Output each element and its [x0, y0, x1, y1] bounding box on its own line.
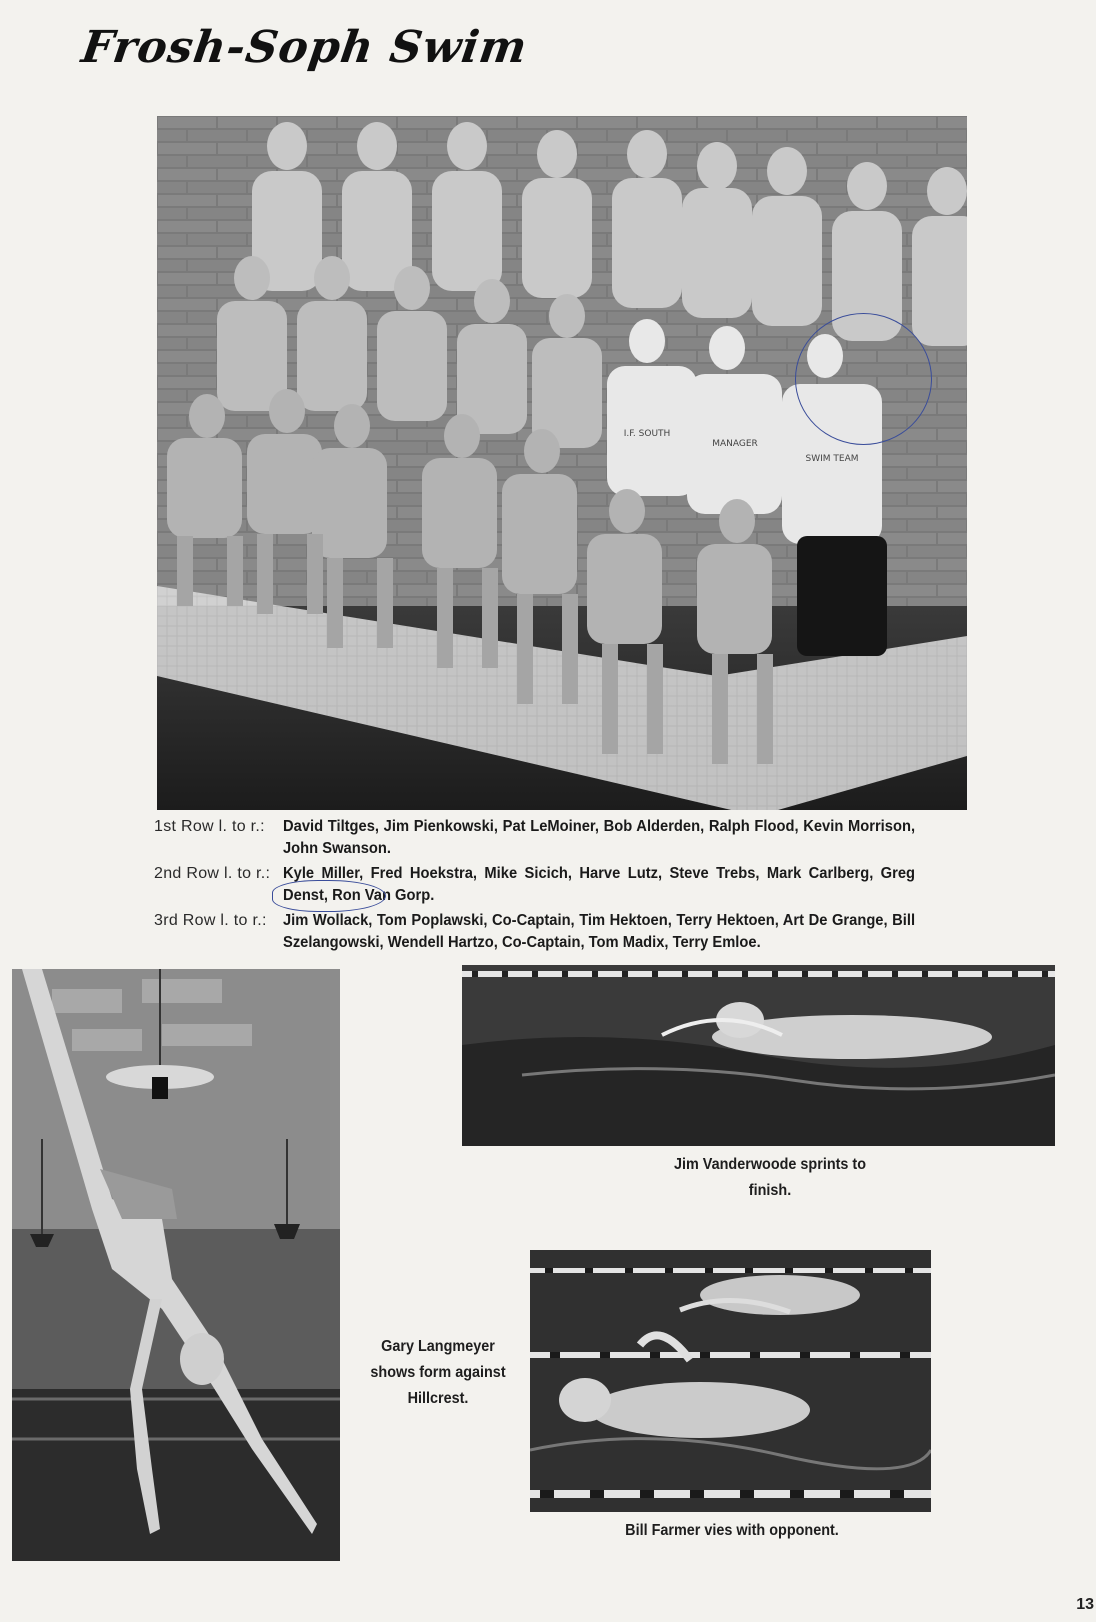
roster-row-names: David Tiltges, Jim Pienkowski, Pat LeMoiner, Bob Alderden, Ralph Flood, Kevin Morrison, John Swanson. — [283, 818, 916, 857]
roster-row-label: 2nd Row l. to r.: — [154, 865, 271, 882]
race-photo — [530, 1250, 931, 1512]
team-photo — [157, 116, 967, 810]
race-caption: Bill Farmer vies with opponent. — [625, 1522, 839, 1539]
roster-row-names: Jim Wollack, Tom Poplawski, Co-Captain, Tim Hektoen, Terry Hektoen, Art De Grange, Bill Szelangowski, Wendell Hartzo, Co-Captain, Tom Madix, Terry Emloe. — [283, 912, 916, 951]
roster-row — [154, 816, 970, 860]
diver-photo — [12, 969, 340, 1561]
roster-row-names: Kyle Miller, Fred Hoekstra, Mike Sicich, Harve Lutz, Steve Trebs, Mark Carlberg, Greg Denst, Ron Van Gorp. — [283, 865, 916, 904]
dive-caption: Gary Langmeyer shows form against Hillcrest. — [370, 1338, 506, 1407]
roster-row — [154, 910, 970, 954]
diver-photo-graphic — [12, 969, 340, 1561]
roster-row — [154, 863, 970, 907]
manager-shirt-text: MANAGER — [712, 439, 758, 449]
roster-row-label: 3rd Row l. to r.: — [154, 912, 267, 929]
sprint-photo-graphic — [462, 965, 1055, 1146]
sprint-caption: Jim Vanderwoode sprints to finish. — [673, 1156, 867, 1199]
race-photo-graphic — [530, 1250, 931, 1512]
manager-shirt-text: SWIM TEAM — [805, 454, 859, 464]
sprint-photo — [462, 965, 1055, 1146]
roster-row-label: 1st Row l. to r.: — [154, 818, 265, 835]
team-photo-graphic — [157, 116, 967, 810]
manager-shirt-text: I.F. SOUTH — [623, 429, 671, 439]
roster-list — [154, 816, 970, 957]
page-title: Frosh-Soph Swim — [78, 22, 531, 73]
page-number: 13 — [1076, 1596, 1094, 1613]
